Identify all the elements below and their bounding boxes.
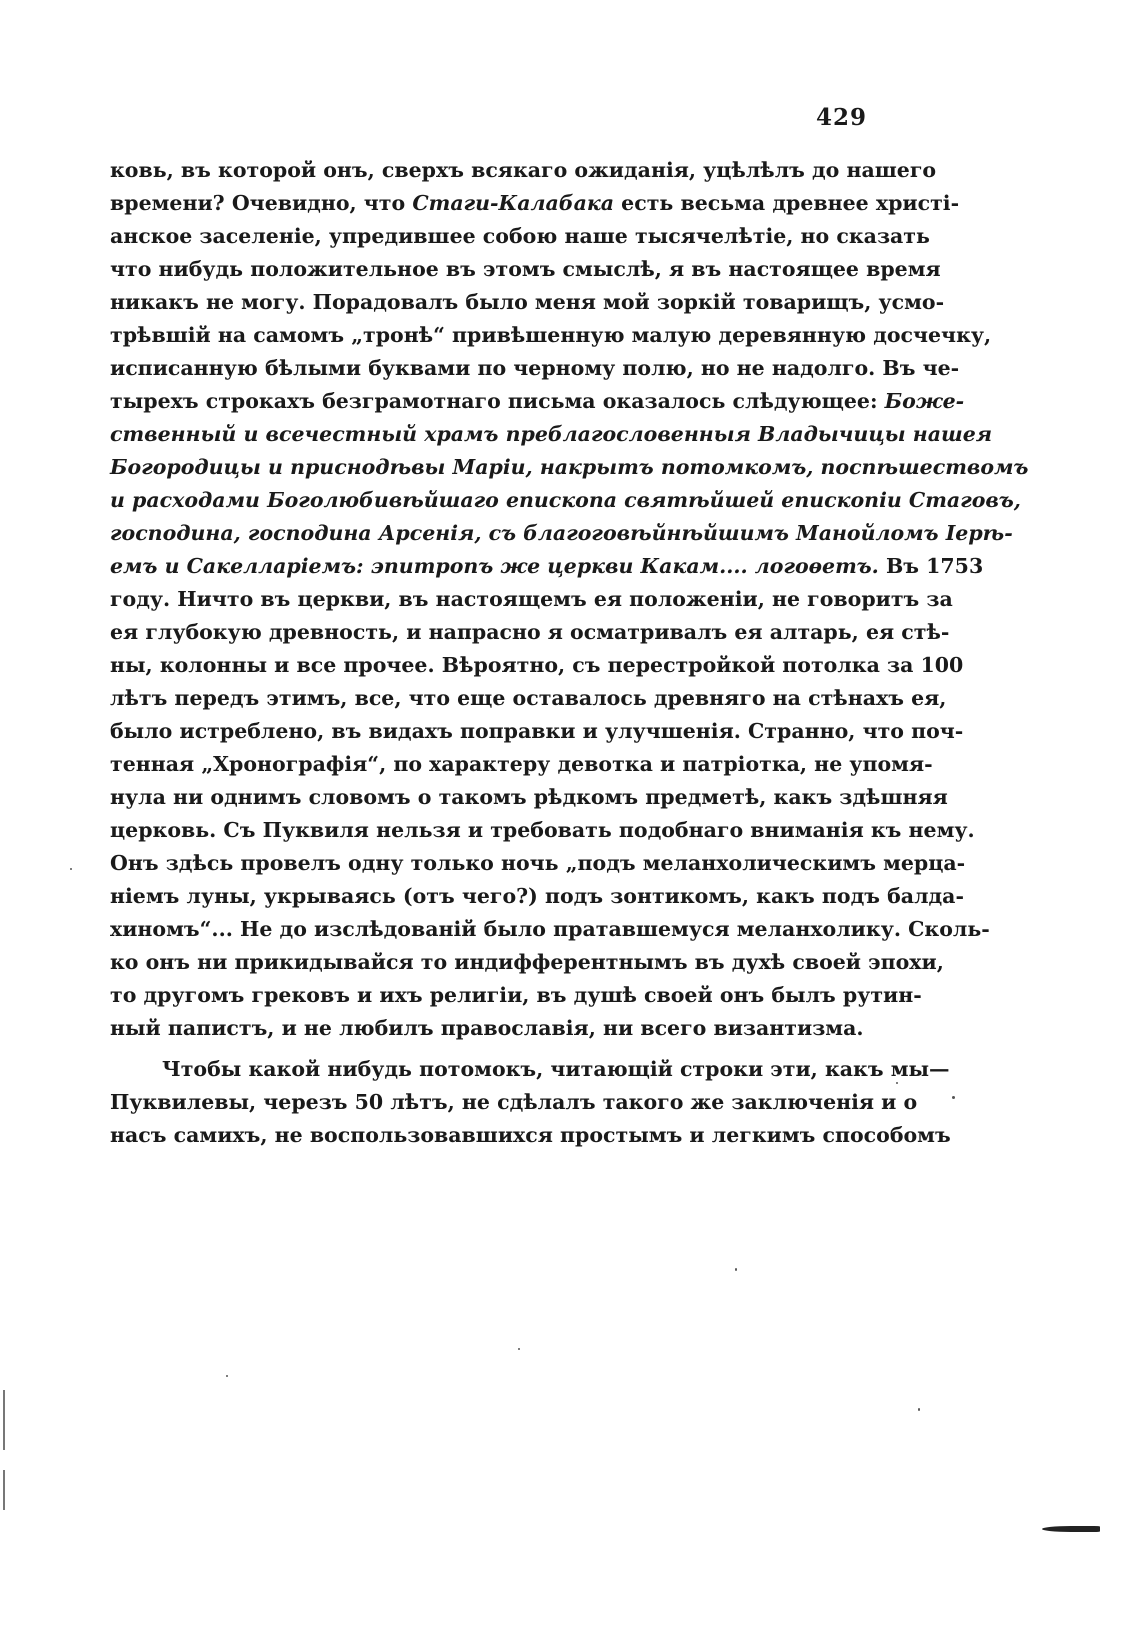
text-line-22: Онъ здѣсь провелъ одну только ночь „подъ меланхолическимъ мерца-: [110, 851, 966, 875]
text-line-16: ны, колонны и все прочее. Вѣроятно, съ перестройкой потолка за 100: [110, 653, 964, 677]
text-line-24: хиномъ“... Не до изслѣдованій было пратавшемуся меланхолику. Сколь-: [110, 917, 990, 941]
inscription-italic-start: Боже-: [884, 389, 965, 413]
scan-speck: [518, 1348, 520, 1350]
scan-speck: [70, 868, 72, 870]
inscription-line-2: Богородицы и приснодѣвы Маріи, накрытъ потомкомъ, поспѣшествомъ: [110, 455, 1029, 479]
text-line-7: исписанную бѣлыми буквами по черному полю, но не надолго. Въ че-: [110, 356, 960, 380]
text-line-5: никакъ не могу. Порадовалъ было меня мой зоркій товарищъ, усмо-: [110, 290, 945, 314]
text-line-27: ный папистъ, и не любилъ православія, ни всего византизма.: [110, 1016, 864, 1040]
inscription-line-4: господина, господина Арсенія, съ благоговѣйнѣйшимъ Манойломъ Іерѣ-: [110, 521, 1013, 545]
scan-speck: [918, 1408, 920, 1411]
text-line-23: ніемъ луны, укрываясь (отъ чего?) подъ зонтикомъ, какъ подъ балда-: [110, 884, 964, 908]
text-line-1: ковь, въ которой онъ, сверхъ всякаго ожиданія, уцѣлѣлъ до нашего: [110, 158, 937, 182]
scan-speck: [735, 1268, 737, 1271]
place-name-italic: Стаги-Калабака: [412, 191, 615, 215]
text-line-30: насъ самихъ, не воспользовавшихся простымъ и легкимъ способомъ: [110, 1123, 951, 1147]
scan-speck: [896, 1082, 898, 1084]
scan-speck: [226, 1375, 228, 1377]
text-line-29: Пуквилевы, черезъ 50 лѣтъ, не сдѣлалъ такого же заключенія и о: [110, 1090, 918, 1114]
scan-edge-mark: [3, 1470, 5, 1510]
inscription-line-5: емъ и Сакелларіемъ: эпитропъ же церкви Какам.... логоѳетъ.: [110, 554, 879, 578]
text-line-14: году. Ничто въ церкви, въ настоящемъ ея положеніи, не говоритъ за: [110, 587, 953, 611]
text-line-19: тенная „Хронографія“, по характеру девотка и патріотка, не упомя-: [110, 752, 933, 776]
text-line-2: времени? Очевидно, что Стаги-Калабака есть весьма древнее христі-: [110, 191, 960, 215]
text-line-13: емъ и Сакелларіемъ: эпитропъ же церкви Какам.... логоѳетъ. Въ 1753: [110, 554, 984, 578]
text-line-17: лѣтъ передъ этимъ, все, что еще оставалось древняго на стѣнахъ ея,: [110, 686, 947, 710]
scan-speck: [952, 1096, 955, 1099]
text-line-3: анское заселеніе, упредившее собою наше тысячелѣтіе, но сказать: [110, 224, 930, 248]
text-line-15: ея глубокую древность, и напрасно я осматривалъ ея алтарь, ея стѣ-: [110, 620, 950, 644]
text-line-20: нула ни однимъ словомъ о такомъ рѣдкомъ предметѣ, какъ здѣшняя: [110, 785, 948, 809]
text-line-18: было истреблено, въ видахъ поправки и улучшенія. Странно, что поч-: [110, 719, 964, 743]
body-text: [110, 154, 1029, 1152]
inscription-line-3: и расходами Боголюбивѣйшаго епископа святѣйшей епископіи Стаговъ,: [110, 488, 1021, 512]
text-line-25: ко онъ ни прикидывайся то индифферентнымъ въ духѣ своей эпохи,: [110, 950, 944, 974]
text-line-6: трѣвшій на самомъ „тронѣ“ привѣшенную малую деревянную досчечку,: [110, 323, 992, 347]
text-line-4: что нибудь положительное въ этомъ смыслѣ, я въ настоящее время: [110, 257, 941, 281]
text-line-28: Чтобы какой нибудь потомокъ, читающій строки эти, какъ мы—: [162, 1057, 950, 1081]
page-number: 429: [815, 104, 867, 131]
text-line-21: церковь. Съ Пуквиля нельзя и требовать подобнаго вниманія къ нему.: [110, 818, 975, 842]
scan-corner-mark: [1042, 1526, 1100, 1532]
inscription-line-1: ственный и всечестный храмъ преблагословенныя Владычицы нашея: [110, 422, 993, 446]
text-line-26: то другомъ грековъ и ихъ религіи, въ душѣ своей онъ былъ рутин-: [110, 983, 922, 1007]
text-line-8: тырехъ строкахъ безграмотнаго письма оказалось слѣдующее: Боже-: [110, 389, 965, 413]
scan-edge-mark: [3, 1390, 5, 1450]
